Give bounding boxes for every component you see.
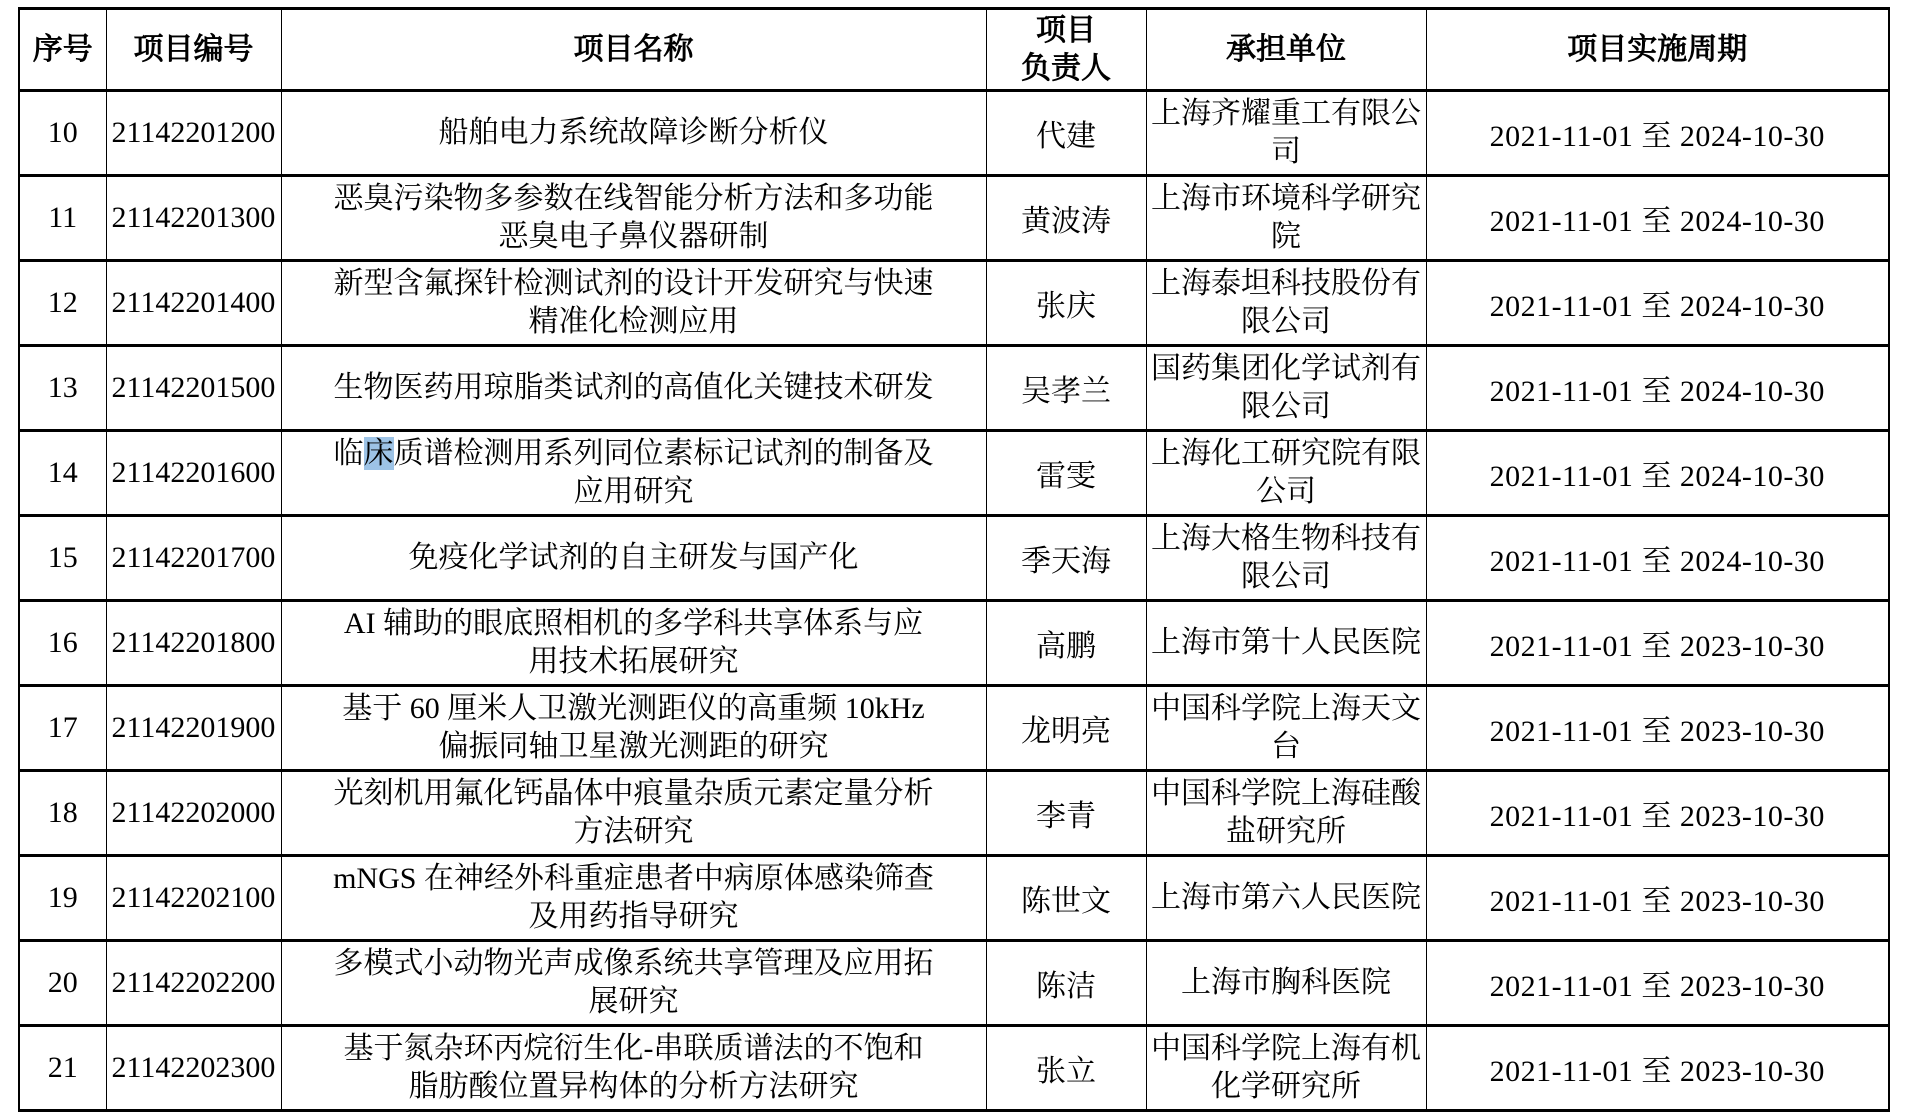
name-line: 展研究 <box>588 985 679 1018</box>
name-line: 基于 60 厘米人卫激光测距仪的高重频 10kHz <box>342 692 925 725</box>
cell-unit <box>1146 601 1426 686</box>
cell-unit <box>1146 431 1426 516</box>
cell-code: 21142201600 <box>106 431 281 516</box>
table-row <box>19 431 1889 516</box>
table-row <box>19 1026 1889 1111</box>
cell-no: 13 <box>19 346 106 431</box>
column-header-unit: 承担单位 <box>1146 9 1426 91</box>
cell-name <box>281 261 986 346</box>
name-line: 及用药指导研究 <box>528 900 739 933</box>
cell-code: 21142202200 <box>106 941 281 1026</box>
unit-line: 化学研究所 <box>1211 1070 1361 1103</box>
cell-leader: 李青 <box>986 771 1146 856</box>
table-header-row <box>19 9 1889 91</box>
cell-code: 21142201200 <box>106 91 281 176</box>
unit-line: 中国科学院上海硅酸 <box>1151 777 1421 810</box>
cell-unit <box>1146 941 1426 1026</box>
column-header-leader <box>986 9 1146 91</box>
cell-period: 2021-11-01 至 2024-10-30 <box>1426 91 1889 176</box>
name-line: 恶臭电子鼻仪器研制 <box>498 220 769 253</box>
column-header-leader-line2: 负责人 <box>1021 51 1111 85</box>
column-header-name: 项目名称 <box>281 9 986 91</box>
cell-leader: 张庆 <box>986 261 1146 346</box>
cell-period: 2021-11-01 至 2023-10-30 <box>1426 771 1889 856</box>
cell-name <box>281 771 986 856</box>
column-header-code: 项目编号 <box>106 9 281 91</box>
cell-no: 11 <box>19 176 106 261</box>
name-line: 脂肪酸位置异构体的分析方法研究 <box>408 1070 859 1103</box>
unit-line: 上海大格生物科技有 <box>1151 522 1421 555</box>
unit-line: 盐研究所 <box>1226 815 1346 848</box>
cell-leader: 陈世文 <box>986 856 1146 941</box>
cell-unit <box>1146 346 1426 431</box>
cell-name <box>281 856 986 941</box>
cell-code: 21142202300 <box>106 1026 281 1111</box>
table-row <box>19 176 1889 261</box>
unit-line: 中国科学院上海天文 <box>1151 692 1421 725</box>
unit-line: 上海市环境科学研究 <box>1151 182 1421 215</box>
unit-line: 中国科学院上海有机 <box>1151 1032 1421 1065</box>
project-table <box>18 7 1890 1112</box>
unit-line: 公司 <box>1256 475 1316 508</box>
cell-period: 2021-11-01 至 2024-10-30 <box>1426 261 1889 346</box>
name-line: 用技术拓展研究 <box>528 645 739 678</box>
column-header-period: 项目实施周期 <box>1426 9 1889 91</box>
cell-name <box>281 176 986 261</box>
cell-no: 18 <box>19 771 106 856</box>
cell-no: 21 <box>19 1026 106 1111</box>
cell-code: 21142201500 <box>106 346 281 431</box>
cell-period: 2021-11-01 至 2023-10-30 <box>1426 601 1889 686</box>
unit-line: 台 <box>1271 730 1301 763</box>
column-header-no: 序号 <box>19 9 106 91</box>
cell-name <box>281 516 986 601</box>
table-row <box>19 516 1889 601</box>
column-header-leader-line1: 项目 <box>1036 13 1096 47</box>
cell-leader: 陈洁 <box>986 941 1146 1026</box>
cell-code: 21142201700 <box>106 516 281 601</box>
table-row <box>19 601 1889 686</box>
cell-no: 17 <box>19 686 106 771</box>
cell-name <box>281 431 986 516</box>
cell-no: 20 <box>19 941 106 1026</box>
name-text-after-highlight: 质谱检测用系列同位素标记试剂的制备及 <box>393 437 934 470</box>
cell-unit <box>1146 771 1426 856</box>
cell-no: 15 <box>19 516 106 601</box>
cell-unit <box>1146 261 1426 346</box>
unit-line: 限公司 <box>1241 560 1331 593</box>
cell-unit <box>1146 516 1426 601</box>
unit-line: 限公司 <box>1241 305 1331 338</box>
unit-line: 限公司 <box>1241 390 1331 423</box>
unit-line: 上海市胸科医院 <box>1181 966 1391 999</box>
name-line: 方法研究 <box>573 815 694 848</box>
cell-code: 21142201900 <box>106 686 281 771</box>
cell-period: 2021-11-01 至 2023-10-30 <box>1426 686 1889 771</box>
cell-leader: 雷雯 <box>986 431 1146 516</box>
table-row <box>19 686 1889 771</box>
cell-code: 21142201800 <box>106 601 281 686</box>
name-line <box>286 435 982 473</box>
cell-period: 2021-11-01 至 2024-10-30 <box>1426 516 1889 601</box>
cell-name <box>281 91 986 176</box>
cell-name <box>281 601 986 686</box>
cell-leader: 高鹏 <box>986 601 1146 686</box>
cell-leader: 代建 <box>986 91 1146 176</box>
name-line: mNGS 在神经外科重症患者中病原体感染筛查 <box>333 862 934 895</box>
cell-code: 21142201400 <box>106 261 281 346</box>
name-line: 免疫化学试剂的自主研发与国产化 <box>408 541 859 574</box>
unit-line: 上海市第六人民医院 <box>1151 881 1421 914</box>
cell-code: 21142201300 <box>106 176 281 261</box>
table-row <box>19 346 1889 431</box>
table-row <box>19 941 1889 1026</box>
cell-name <box>281 1026 986 1111</box>
cell-name <box>281 941 986 1026</box>
cell-period: 2021-11-01 至 2024-10-30 <box>1426 431 1889 516</box>
unit-line: 上海市第十人民医院 <box>1151 626 1421 659</box>
cell-unit <box>1146 91 1426 176</box>
table-row <box>19 856 1889 941</box>
cell-leader: 龙明亮 <box>986 686 1146 771</box>
cell-leader: 季天海 <box>986 516 1146 601</box>
cell-unit <box>1146 856 1426 941</box>
name-line: 船舶电力系统故障诊断分析仪 <box>438 116 829 149</box>
cell-period: 2021-11-01 至 2023-10-30 <box>1426 941 1889 1026</box>
name-line: 基于氮杂环丙烷衍生化-串联质谱法的不饱和 <box>343 1032 924 1065</box>
unit-line: 司 <box>1271 135 1301 168</box>
name-line: 新型含氟探针检测试剂的设计开发研究与快速 <box>333 267 934 300</box>
cell-no: 16 <box>19 601 106 686</box>
unit-line: 国药集团化学试剂有 <box>1151 352 1421 385</box>
unit-line: 上海泰坦科技股份有 <box>1151 267 1421 300</box>
name-line: 多模式小动物光声成像系统共享管理及应用拓 <box>333 947 934 980</box>
cell-period: 2021-11-01 至 2024-10-30 <box>1426 176 1889 261</box>
cell-no: 10 <box>19 91 106 176</box>
unit-line: 院 <box>1271 220 1301 253</box>
table-row <box>19 91 1889 176</box>
cell-leader: 黄波涛 <box>986 176 1146 261</box>
cell-no: 14 <box>19 431 106 516</box>
cell-no: 19 <box>19 856 106 941</box>
name-line: 光刻机用氟化钙晶体中痕量杂质元素定量分析 <box>333 777 934 810</box>
name-line: AI 辅助的眼底照相机的多学科共享体系与应 <box>343 607 924 640</box>
unit-line: 上海化工研究院有限 <box>1151 437 1421 470</box>
name-line: 精准化检测应用 <box>528 305 739 338</box>
cell-no: 12 <box>19 261 106 346</box>
table-row <box>19 261 1889 346</box>
unit-line: 上海齐耀重工有限公 <box>1151 97 1421 130</box>
search-highlight: 床 <box>363 437 394 470</box>
cell-name <box>281 686 986 771</box>
name-line: 偏振同轴卫星激光测距的研究 <box>438 730 829 763</box>
name-line: 应用研究 <box>573 475 694 508</box>
cell-code: 21142202100 <box>106 856 281 941</box>
cell-unit <box>1146 176 1426 261</box>
name-line: 生物医药用琼脂类试剂的高值化关键技术研发 <box>333 371 934 404</box>
cell-period: 2021-11-01 至 2024-10-30 <box>1426 346 1889 431</box>
cell-period: 2021-11-01 至 2023-10-30 <box>1426 856 1889 941</box>
cell-leader: 张立 <box>986 1026 1146 1111</box>
cell-unit <box>1146 686 1426 771</box>
name-line: 恶臭污染物多参数在线智能分析方法和多功能 <box>333 182 934 215</box>
table-row <box>19 771 1889 856</box>
cell-leader: 吴孝兰 <box>986 346 1146 431</box>
cell-unit <box>1146 1026 1426 1111</box>
name-text-before-highlight: 临 <box>333 437 364 470</box>
cell-code: 21142202000 <box>106 771 281 856</box>
cell-period: 2021-11-01 至 2023-10-30 <box>1426 1026 1889 1111</box>
cell-name <box>281 346 986 431</box>
